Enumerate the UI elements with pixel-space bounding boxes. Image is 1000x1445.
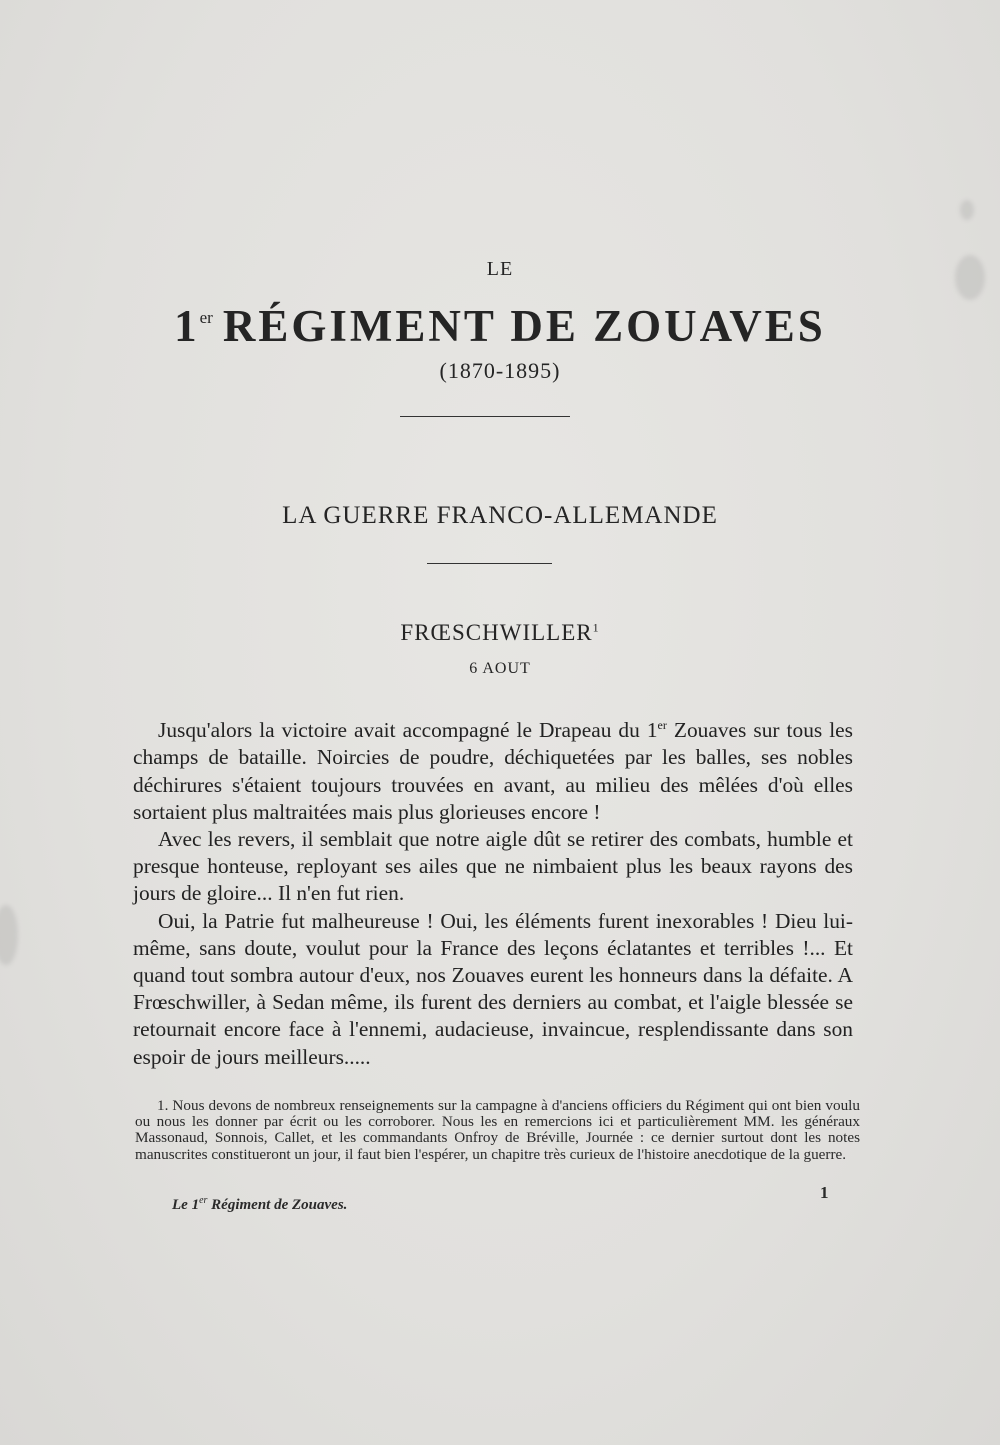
edge-stain-right <box>960 200 974 220</box>
title-superscript: er <box>199 308 213 327</box>
footnote-text: 1. Nous devons de nombreux renseignements sur la campagne à d'anciens officiers du Régiment qui ont bien voulu ou nous les donner par écrit ou les corroborer. Nous les en remercions ici et particulièrement MM. les généraux Massonaud, Sonnois, Callet, et les commandants Onfroy de Bréville, Journée : ce dernier surtout dont les notes manuscrites constitueront un jour, il faut bien l'espérer, un chapitre très curieux de l'histoire anecdotique de la guerre. <box>135 1097 860 1163</box>
running-footer-superscript: er <box>199 1195 208 1206</box>
subsection-title <box>0 620 1000 646</box>
footnote-reference: 1 <box>592 620 600 635</box>
page-title <box>170 300 830 352</box>
section-divider <box>427 563 552 564</box>
paragraph-1 <box>133 712 853 826</box>
page-number: 1 <box>820 1183 829 1202</box>
section-title: LA GUERRE FRANCO-ALLEMANDE <box>282 502 718 529</box>
title-years: (1870-1895) <box>439 358 561 383</box>
paragraph-1-part-a: Jusqu'alors la victoire avait accompagné le Drapeau du 1 <box>158 718 658 743</box>
edge-stain-left <box>0 905 18 965</box>
body-text <box>133 712 853 1071</box>
running-footer-part-b: Régiment de Zouaves. <box>207 1197 348 1213</box>
running-footer-part-a: Le 1 <box>172 1197 200 1213</box>
paragraph-1-superscript: er <box>657 718 667 732</box>
paragraph-2: Avec les revers, il semblait que notre aigle dût se retirer des combats, humble et presque honteuse, reployant ses ailes que ne nimbaient plus les beaux rayons des jours de gloire... Il n'en fut rien. <box>133 826 853 906</box>
subsection-date: 6 AOUT <box>469 660 531 677</box>
paragraph-1-part-b: Zouaves sur tous les champs de bataille. Noircies de poudre, déchiquetées par les balles, ses nobles déchirures s'étaient toujours trouvées en avant, au milieu des mêlées d'où elles sortaient plus maltraitées mais plus glorieuses encore ! <box>133 718 853 824</box>
title-number: 1 <box>174 301 200 351</box>
running-footer <box>172 1195 347 1214</box>
title-divider <box>400 416 570 417</box>
paragraph-3: Oui, la Patrie fut malheureuse ! Oui, les éléments furent inexorables ! Dieu lui-même, sans doute, voulut pour la France des leçons éclatantes et terribles !... Et quand tout sombra autour d'eux, nos Zouaves eurent les honneurs dans la défaite. A Frœschwiller, à Sedan même, ils furent des derniers au combat, et l'aigle blessée se retournait encore face à l'ennemi, audacieuse, invaincue, resplendissante dans son espoir de jours meilleurs..... <box>133 908 853 1069</box>
article-label: LE <box>486 258 514 280</box>
footnote <box>135 1098 860 1163</box>
subsection-title-text: FRŒSCHWILLER <box>400 620 593 645</box>
title-text: RÉGIMENT DE ZOUAVES <box>222 301 826 351</box>
